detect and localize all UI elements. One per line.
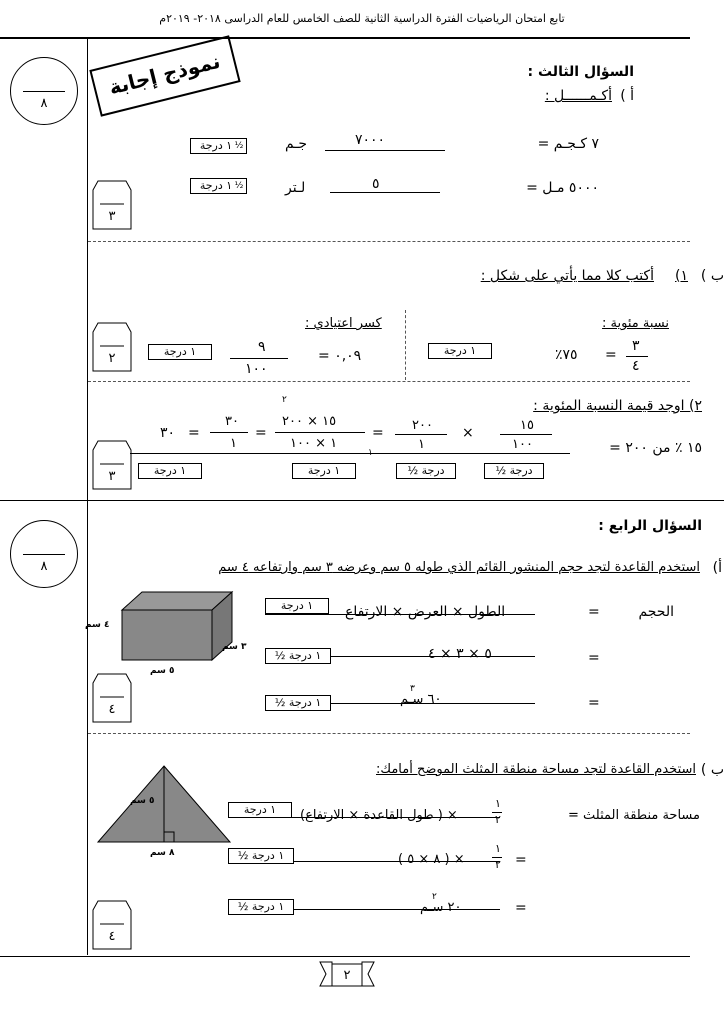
q3c-expr-left: ١٥ ٪ من ٢٠٠ = xyxy=(609,440,702,456)
q3c-f1-den: ١٠٠ xyxy=(512,437,533,452)
q3c-heading: ٢) اوجد قيمة النسبة المئوية : xyxy=(533,398,702,414)
q4b-line2-half-den: ٢ xyxy=(495,858,501,871)
q4a-line1-grade: ١ درجة xyxy=(265,598,329,614)
q4a-line1-left: الحجم xyxy=(638,604,674,620)
stamp-text: نموذج إجابة xyxy=(106,48,223,100)
q3a-line1-unit: جـم xyxy=(285,136,308,152)
q4b-line2-half-num: ١ xyxy=(495,842,501,855)
q3c-grade4: درجة ½ xyxy=(484,463,544,479)
q3-total-score-circle xyxy=(10,57,78,125)
q3b-score: ٢ xyxy=(108,351,116,366)
margin-line xyxy=(87,37,88,955)
q4b-score: ٤ xyxy=(108,929,116,944)
q4a-line3-eq: = xyxy=(588,695,600,711)
q3a-line2-unit: لـتر xyxy=(285,180,306,196)
q4a-line2-grade: ١ درجة ½ xyxy=(265,648,331,664)
q3b-fraction-num: ٩ xyxy=(258,339,266,355)
q3a-line2-grade-frac: ½ xyxy=(232,178,247,194)
q4b-line1-grade: ١ درجة xyxy=(228,802,292,818)
q3a-score: ٣ xyxy=(108,209,116,224)
q3a-line1-answer: ٧٠٠٠ xyxy=(355,132,386,148)
q4a-label: أ) xyxy=(712,560,722,576)
q3b-fraction-left: ٠,٠٩ = xyxy=(318,348,362,364)
q4b-score-box xyxy=(92,900,132,950)
q4a-score-box xyxy=(92,673,132,723)
exam-header: تابع امتحان الرياضيات الفترة الدراسية الثانية للصف الخامس للعام الدراسى ٢٠١٨- ٢٠١٩م xyxy=(159,12,565,25)
q3a-score-box xyxy=(92,180,132,230)
triangle-base-label: ٨ سم xyxy=(150,848,175,858)
q3c-times: × xyxy=(462,425,474,441)
q3c-grade1: ١ درجة xyxy=(138,463,202,479)
q3a-line2-left: ٥٠٠٠ مـل = xyxy=(526,180,599,196)
prism-width-label: ٣ سم xyxy=(222,642,247,652)
q3a-heading: أكـمــــــل : xyxy=(544,88,612,104)
prism-height-label: ٤ سم xyxy=(85,620,110,630)
q3b-fraction-den: ١٠٠ xyxy=(245,361,268,377)
q4-total-score-circle xyxy=(10,520,78,588)
q3b-fraction-title: كسر اعتيادي : xyxy=(305,316,382,331)
q3c-grade3: درجة ½ xyxy=(396,463,456,479)
q3b-fraction-grade: ١ درجة xyxy=(148,344,212,360)
q3a-line1-left: ٧ كـجـم = xyxy=(537,136,599,152)
q3-title: السؤال الثالث : xyxy=(527,64,634,80)
triangle-figure xyxy=(96,764,232,844)
q3-total-score: ٨ xyxy=(40,96,48,111)
prism-figure xyxy=(118,590,234,662)
q4b-line3-sup: ٢ xyxy=(432,892,437,902)
q3c-eq2: = xyxy=(255,425,267,441)
q4a-line3-answer: ٦٠ سـم xyxy=(400,692,442,707)
q3c-f3-sup: ٢ xyxy=(282,395,287,405)
q3c-result: ٣٠ xyxy=(160,425,176,441)
q4a-line2-eq: = xyxy=(588,650,600,666)
q4a-line1-answer: الطول × العرض × الارتفاع xyxy=(345,604,506,620)
q3c-eq1: = xyxy=(372,425,384,441)
q4a-score: ٤ xyxy=(108,702,116,717)
q4b-line3-answer: ٢٠ سـم xyxy=(420,900,462,915)
footer-rule xyxy=(0,956,690,957)
q4b-line2-grade: ١ درجة ½ xyxy=(228,848,294,864)
header-rule xyxy=(0,37,690,39)
q3b-percent-title: نسبة مئوية : xyxy=(602,316,669,331)
q3c-f4-den: ١ xyxy=(230,436,237,451)
q3b-percent-answer: ٧٥٪ xyxy=(555,347,578,363)
q3c-f1-num: ١٥ xyxy=(520,418,534,433)
q4b-label: ب ) xyxy=(700,762,724,778)
q4a-heading: استخدم القاعدة لتجد حجم المنشور القائم الذي طوله ٥ سم وعرضه ٣ سم وارتفاعه ٤ سم xyxy=(218,560,700,575)
q3c-score-box xyxy=(92,440,132,490)
q3c-f2-num: ٢٠٠ xyxy=(412,418,433,433)
q3b-label: ب ) xyxy=(700,268,724,284)
q4-total-score: ٨ xyxy=(40,559,48,574)
q3b-heading-num: ١) xyxy=(675,268,688,284)
q3a-line2-grade: ١ درجة xyxy=(190,178,242,194)
q4b-half-num: ١ xyxy=(495,797,501,810)
q3a-line1-grade: ١ درجة xyxy=(190,138,242,154)
q3c-score: ٣ xyxy=(108,469,116,484)
q3a-line2-answer: ٥ xyxy=(372,176,380,192)
prism-length-label: ٥ سم xyxy=(150,666,175,676)
triangle-height-label: ٥ سم xyxy=(130,796,155,806)
q3c-f2-den: ١ xyxy=(418,437,425,452)
section-divider xyxy=(0,500,724,501)
q4b-line2-answer: × ( ٨ × ٥ ) xyxy=(398,852,465,867)
q4a-line3-sup: ٣ xyxy=(410,684,415,694)
q3c-f4-num: ٣٠ xyxy=(225,414,239,429)
q4b-heading: استخدم القاعدة لتجد مساحة منطقة المثلث الموضح أمامك: xyxy=(376,762,696,777)
q3c-grade2: ١ درجة xyxy=(292,463,356,479)
q3a-label: أ ) xyxy=(620,88,634,104)
q4b-line3-eq: = xyxy=(515,900,527,916)
q3b-percent-den: ٤ xyxy=(632,358,640,374)
q3a-line1-grade-frac: ½ xyxy=(232,138,247,154)
q4a-line3-grade: ١ درجة ½ xyxy=(265,695,331,711)
q4b-half-den: ٢ xyxy=(495,813,501,826)
q3b-percent-num: ٣ xyxy=(632,338,640,354)
q4-title: السؤال الرابع : xyxy=(598,518,702,534)
q4a-line1-eq: = xyxy=(588,604,600,620)
q3c-eq3: = xyxy=(188,425,200,441)
page-number-ribbon xyxy=(318,960,376,990)
q3c-f3-den: ١ × ١٠٠ xyxy=(290,436,338,451)
q4a-line2-answer: ٥ × ٣ × ٤ xyxy=(428,646,492,662)
q3c-f3-num: ١٥ × ٢٠٠ xyxy=(282,414,337,429)
answer-key-stamp xyxy=(89,35,240,116)
page-number: ٢ xyxy=(343,968,351,983)
q4b-line1-answer: × ( طول القاعدة × الارتفاع) xyxy=(300,808,458,823)
q3b-percent-grade: ١ درجة xyxy=(428,343,492,359)
q3b-heading: أكتب كلا مما يأتي على شكل : xyxy=(480,268,654,284)
q4b-line3-grade: ١ درجة ½ xyxy=(228,899,294,915)
q4b-line2-eq: = xyxy=(515,852,527,868)
q4b-line1-left: مساحة منطقة المثلث = xyxy=(568,808,700,823)
q3b-score-box xyxy=(92,322,132,372)
q3c-f3-sub: ١ xyxy=(368,448,373,458)
